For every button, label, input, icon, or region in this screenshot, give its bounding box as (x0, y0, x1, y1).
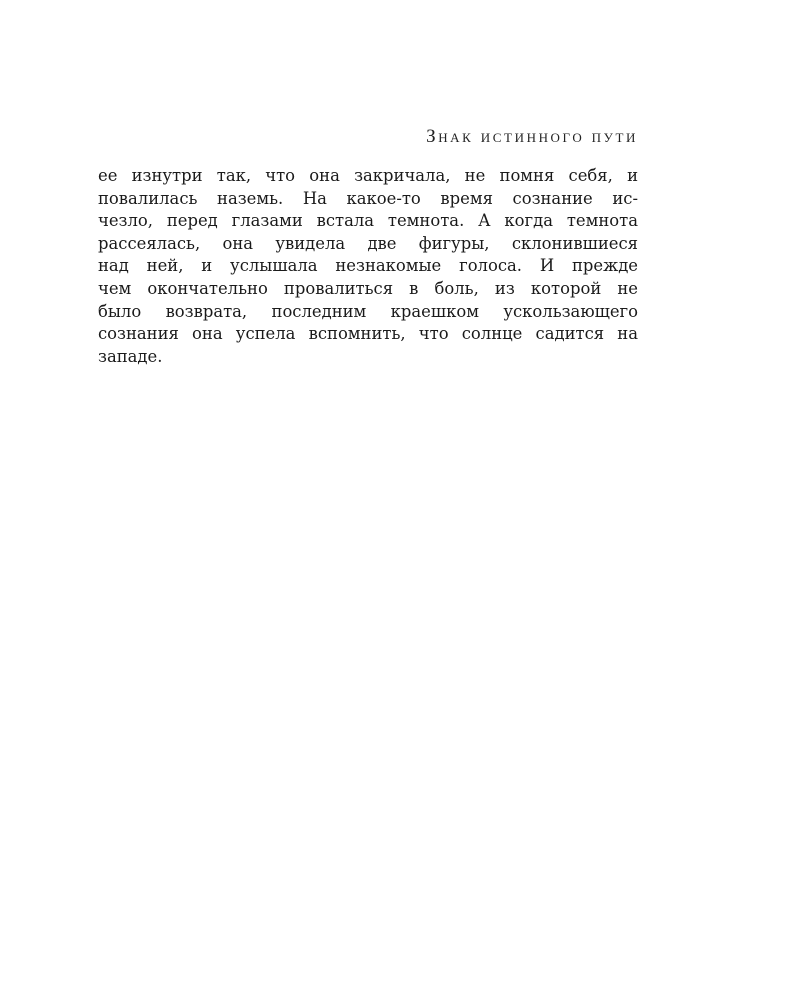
text-line: было возврата, последним краешком ускользающего (98, 301, 638, 321)
text-line: повалилась наземь. На какое-то время сознание ис- (98, 188, 638, 208)
body-text (98, 165, 638, 368)
text-line: западе. (98, 346, 163, 366)
text-line: ее изнутри так, что она закричала, не помня себя, и (98, 166, 638, 185)
text-line: чезло, перед глазами встала темнота. А когда темнота (98, 211, 638, 231)
text-line: чем окончательно провалиться в боль, из которой не (98, 278, 638, 298)
book-page (98, 0, 638, 1000)
text-line: сознания она успела вспомнить, что солнце садится на (98, 324, 638, 344)
running-head: Знак истинного пути (426, 126, 638, 147)
text-line: рассеялась, она увидела две фигуры, склонившиеся (98, 233, 638, 253)
text-line: над ней, и услышала незнакомые голоса. И прежде (98, 256, 638, 276)
